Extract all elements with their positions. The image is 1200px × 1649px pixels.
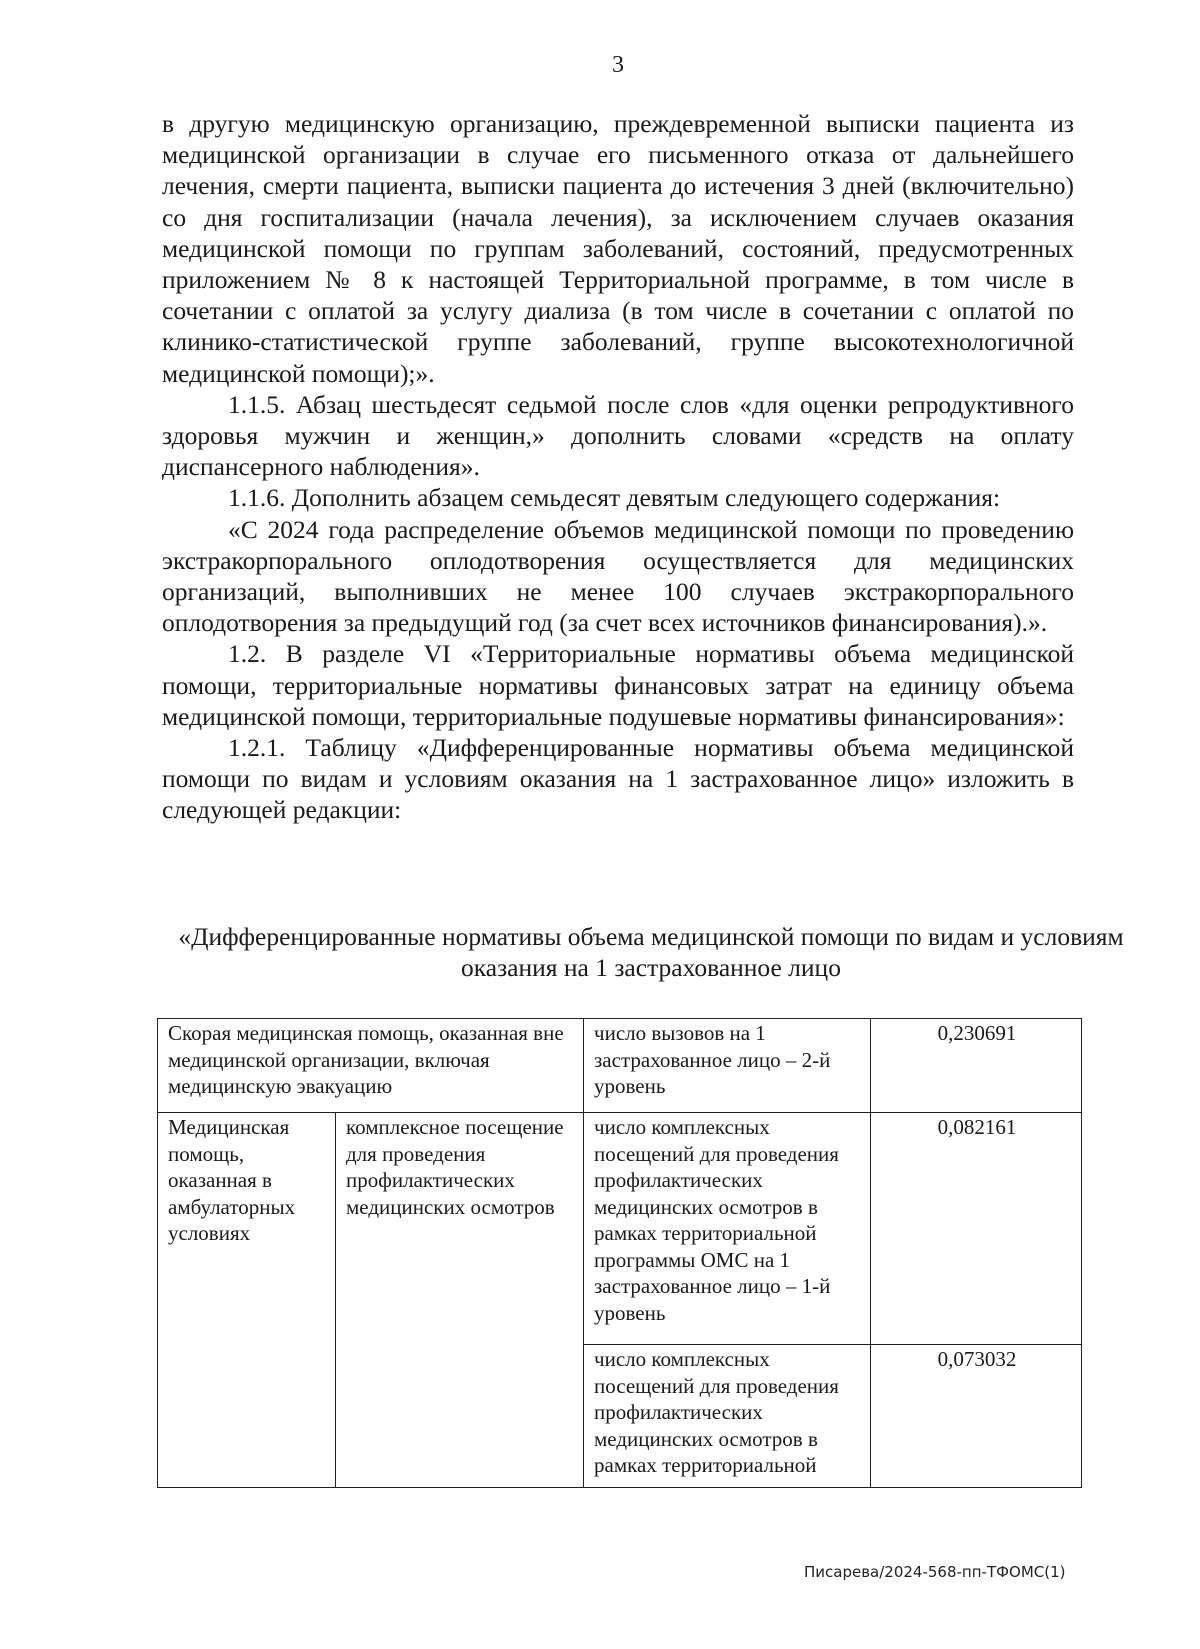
table-cell-subcategory: комплексное посещение для проведения профилактических медицинских осмотров	[336, 1113, 584, 1488]
document-body	[162, 108, 1074, 826]
paragraph-1-1-5: 1.1.5. Абзац шестьдесят седьмой после слов «для оценки репродуктивного здоровья мужчин и женщин,» дополнить словами «средств на оплату диспансерного наблюдения».	[162, 389, 1074, 482]
paragraph-1-2: 1.2. В разделе VI «Территориальные нормативы объема медицинской помощи, территориальные нормативы финансовых затрат на единицу объема медицинской помощи, территориальные подушевые нормативы финансирования»:	[162, 639, 1074, 731]
table-cell-value: 0,230691	[871, 1019, 1082, 1113]
table-cell-category: Скорая медицинская помощь, оказанная вне медицинской организации, включая медицинскую эвакуацию	[158, 1019, 584, 1113]
table-cell-unit: число комплексных посещений для проведения профилактических медицинских осмотров в рамках территориальной программы ОМС на 1 застрахованное лицо – 1-й уровень	[584, 1113, 871, 1345]
paragraph-1-2-1: 1.2.1. Таблицу «Дифференцированные нормативы объема медицинской помощи по видам и условиям оказания на 1 застрахованное лицо» изложить в следующей редакции:	[162, 733, 1074, 825]
document-footer-code: Писарева/2024-568-пп-ТФОМС(1)	[804, 1563, 1066, 1581]
table-row	[158, 1113, 1082, 1345]
paragraph-1-1-6: 1.1.6. Дополнить абзацем семьдесят девятым следующего содержания:	[228, 483, 1001, 513]
table-cell-value: 0,073032	[871, 1345, 1082, 1488]
paragraph-quote-eco: «С 2024 года распределение объемов медицинской помощи по проведению экстракорпорального оплодотворения осуществляется для медицинских организаций, выполнивших не менее 100 случаев экстракорпорального оплодотворения за предыдущий год (за счет всех источников финансирования).».	[162, 514, 1074, 638]
page-number: 3	[612, 52, 624, 78]
table-title: «Дифференцированные нормативы объема медицинской помощи по видам и условиям оказания на 1 застрахованное лицо	[178, 922, 1124, 982]
table-row	[158, 1019, 1082, 1113]
norms-table	[157, 1018, 1082, 1488]
table-cell-category: Медицинская помощь, оказанная в амбулаторных условиях	[158, 1113, 336, 1488]
table-cell-unit: число комплексных посещений для проведения профилактических медицинских осмотров в рамках территориальной	[584, 1345, 871, 1488]
table-cell-unit: число вызовов на 1 застрахованное лицо – 2-й уровень	[584, 1019, 871, 1113]
paragraph-continuation: в другую медицинскую организацию, преждевременной выписки пациента из медицинской организации в случае его письменного отказа от дальнейшего лечения, смерти пациента, выписки пациента до истечения 3 дней (включительно) со дня госпитализации (начала лечения), за исключением случаев оказания медицинской помощи по группам заболеваний, состояний, предусмотренных приложением № 8 к настоящей Территориальной программе, в том числе в сочетании с оплатой за услугу диализа (в том числе в сочетании с оплатой по клинико-статистической группе заболеваний, группе высокотехнологичной медицинской помощи);».	[162, 109, 1074, 388]
table-cell-value: 0,082161	[871, 1113, 1082, 1345]
